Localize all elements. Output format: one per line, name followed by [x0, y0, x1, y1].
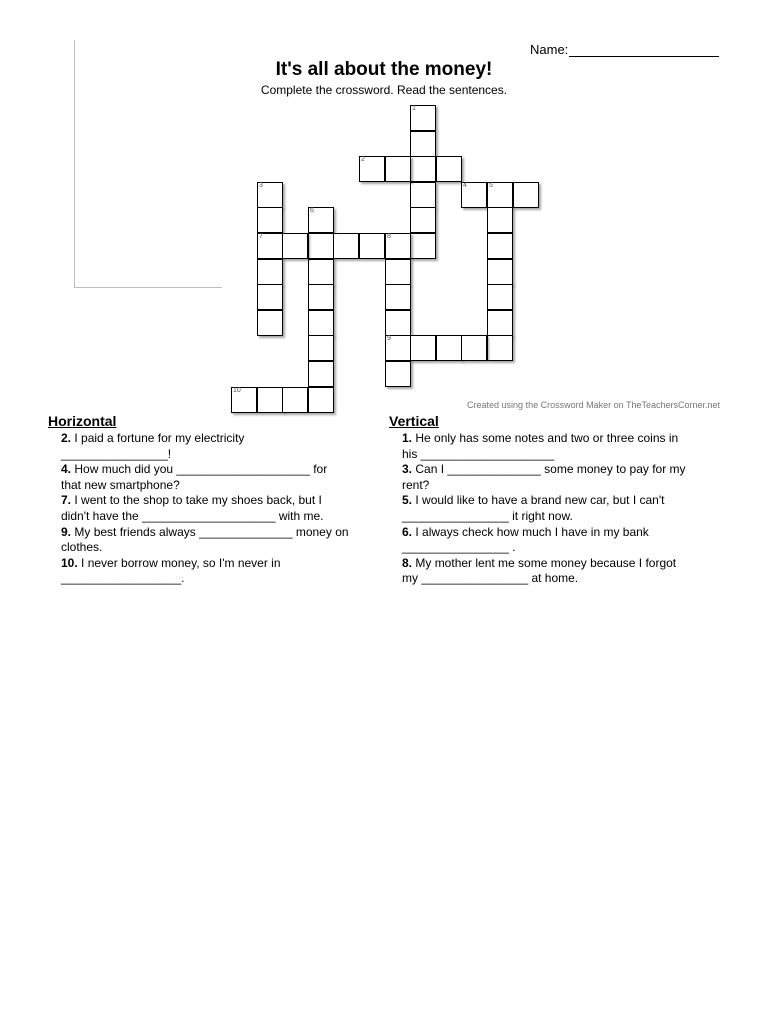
crossword-cell[interactable]: [487, 335, 513, 361]
clue-text: didn't have the ____________________ with me.: [61, 508, 324, 523]
clue-line: [402, 509, 686, 525]
clue-text: that new smartphone?: [61, 477, 180, 492]
clue-line: [61, 571, 349, 587]
clue-line: [61, 447, 349, 463]
clue-number: 9.: [61, 524, 72, 539]
clue-number: 3.: [402, 462, 413, 477]
crossword-cell[interactable]: [461, 182, 487, 208]
clue-line: [61, 462, 349, 478]
crossword-cell[interactable]: [487, 182, 513, 208]
crossword-cell[interactable]: [257, 310, 283, 336]
crossword-cell[interactable]: [513, 182, 539, 208]
clue-number: 5.: [402, 493, 413, 508]
clue-line: [61, 556, 349, 572]
clue-text: My best friends always ______________ money on: [74, 524, 349, 539]
crossword-cell[interactable]: [385, 361, 411, 387]
clue-text: I never borrow money, so I'm never in: [81, 555, 281, 570]
crossword-cell[interactable]: [410, 182, 436, 208]
crossword-cell[interactable]: [385, 233, 411, 259]
crossword-cell[interactable]: [487, 207, 513, 233]
horizontal-clue-list: [61, 431, 349, 587]
worksheet-title: It's all about the money!: [275, 59, 493, 80]
clue-line: [402, 447, 686, 463]
clue-line: [402, 431, 686, 447]
clue-text: __________________.: [61, 571, 185, 586]
clue-text: I paid a fortune for my electricity: [74, 431, 245, 445]
clue-number: 2.: [61, 431, 72, 445]
crossword-cell[interactable]: [257, 233, 283, 259]
clue-text: I would like to have a brand new car, but I can't: [415, 493, 665, 508]
crossword-cell[interactable]: [308, 207, 334, 233]
clue-text: clothes.: [61, 540, 103, 555]
clue-text: I always check how much I have in my bank: [415, 524, 649, 539]
crossword-cell[interactable]: [487, 284, 513, 310]
crossword-cell[interactable]: [410, 335, 436, 361]
clue-line: [61, 540, 349, 556]
crossword-cell[interactable]: [282, 233, 308, 259]
clue-text: ________________ it right now.: [402, 508, 573, 523]
corner-border-horizontal: [74, 287, 222, 288]
cell-number: 5: [489, 182, 493, 189]
crossword-cell[interactable]: [410, 233, 436, 259]
cell-number: 3: [259, 182, 263, 189]
crossword-cell[interactable]: [487, 259, 513, 285]
clue-line: [61, 493, 349, 509]
name-field[interactable]: [530, 42, 719, 57]
crossword-cell[interactable]: [487, 310, 513, 336]
clue-number: 1.: [402, 431, 413, 445]
cell-number: 10: [233, 387, 241, 394]
crossword-cell[interactable]: [308, 310, 334, 336]
name-blank-line[interactable]: [569, 42, 719, 57]
crossword-cell[interactable]: [308, 259, 334, 285]
clue-text: I went to the shop to take my shoes back, but I: [74, 493, 322, 508]
name-label: Name:: [530, 42, 569, 57]
worksheet-instructions: Complete the crossword. Read the sentences.: [260, 83, 508, 97]
cell-number: 1: [412, 105, 416, 112]
clue-line: [402, 478, 686, 494]
clue-text: rent?: [402, 477, 430, 492]
cell-number: 8: [387, 233, 391, 240]
crossword-cell[interactable]: [231, 387, 257, 413]
clue-text: He only has some notes and two or three coins in: [415, 431, 679, 445]
clue-text: My mother lent me some money because I forgot: [415, 555, 677, 570]
crossword-cell[interactable]: [308, 284, 334, 310]
crossword-cell[interactable]: [359, 233, 385, 259]
crossword-cell[interactable]: [333, 233, 359, 259]
clue-line: [402, 540, 686, 556]
clue-text: ________________ .: [402, 540, 516, 555]
crossword-cell[interactable]: [308, 335, 334, 361]
crossword-cell[interactable]: [257, 182, 283, 208]
clue-text: ________________!: [61, 446, 172, 461]
cell-number: 2: [361, 156, 365, 163]
crossword-cell[interactable]: [436, 335, 462, 361]
crossword-cell[interactable]: [461, 335, 487, 361]
crossword-cell[interactable]: [436, 156, 462, 182]
clue-number: 6.: [402, 524, 413, 539]
clue-line: [61, 525, 349, 541]
crossword-cell[interactable]: [385, 284, 411, 310]
cell-number: 6: [310, 207, 314, 214]
crossword-cell[interactable]: [257, 284, 283, 310]
crossword-cell[interactable]: [257, 387, 283, 413]
clue-text: Can I ______________ some money to pay for my: [415, 462, 686, 477]
clue-line: [61, 478, 349, 494]
vertical-heading: Vertical: [389, 413, 439, 429]
crossword-cell[interactable]: [410, 207, 436, 233]
clue-text: his ____________________: [402, 446, 555, 461]
crossword-cell[interactable]: [257, 259, 283, 285]
clue-line: [402, 493, 686, 509]
crossword-cell[interactable]: [385, 335, 411, 361]
crossword-cell[interactable]: [308, 233, 334, 259]
clue-line: [402, 556, 686, 572]
clue-text: my ________________ at home.: [402, 571, 579, 586]
crossword-cell[interactable]: [487, 233, 513, 259]
vertical-clue-list: [402, 431, 686, 587]
clue-line: [61, 431, 349, 447]
cell-number: 7: [259, 233, 263, 240]
cell-number: 9: [387, 335, 391, 342]
clue-text: How much did you ____________________ for: [74, 462, 328, 477]
crossword-cell[interactable]: [410, 131, 436, 157]
crossword-cell[interactable]: [410, 105, 436, 131]
crossword-cell[interactable]: [257, 207, 283, 233]
crossword-cell[interactable]: [385, 310, 411, 336]
clue-line: [402, 462, 686, 478]
crossword-cell[interactable]: [385, 156, 411, 182]
crossword-cell[interactable]: [385, 259, 411, 285]
horizontal-heading: Horizontal: [48, 413, 117, 429]
crossword-cell[interactable]: [308, 361, 334, 387]
clue-line: [402, 571, 686, 587]
cell-number: 4: [463, 182, 467, 189]
clue-number: 8.: [402, 555, 413, 570]
clue-number: 4.: [61, 462, 72, 477]
clue-number: 10.: [61, 555, 78, 570]
crossword-cell[interactable]: [308, 387, 334, 413]
credit-text: Created using the Crossword Maker on TheTeachersCorner.net: [467, 400, 720, 410]
crossword-cell[interactable]: [282, 387, 308, 413]
clue-line: [402, 525, 686, 541]
clue-line: [61, 509, 349, 525]
clue-number: 7.: [61, 493, 72, 508]
crossword-cell[interactable]: [410, 156, 436, 182]
crossword-cell[interactable]: [359, 156, 385, 182]
